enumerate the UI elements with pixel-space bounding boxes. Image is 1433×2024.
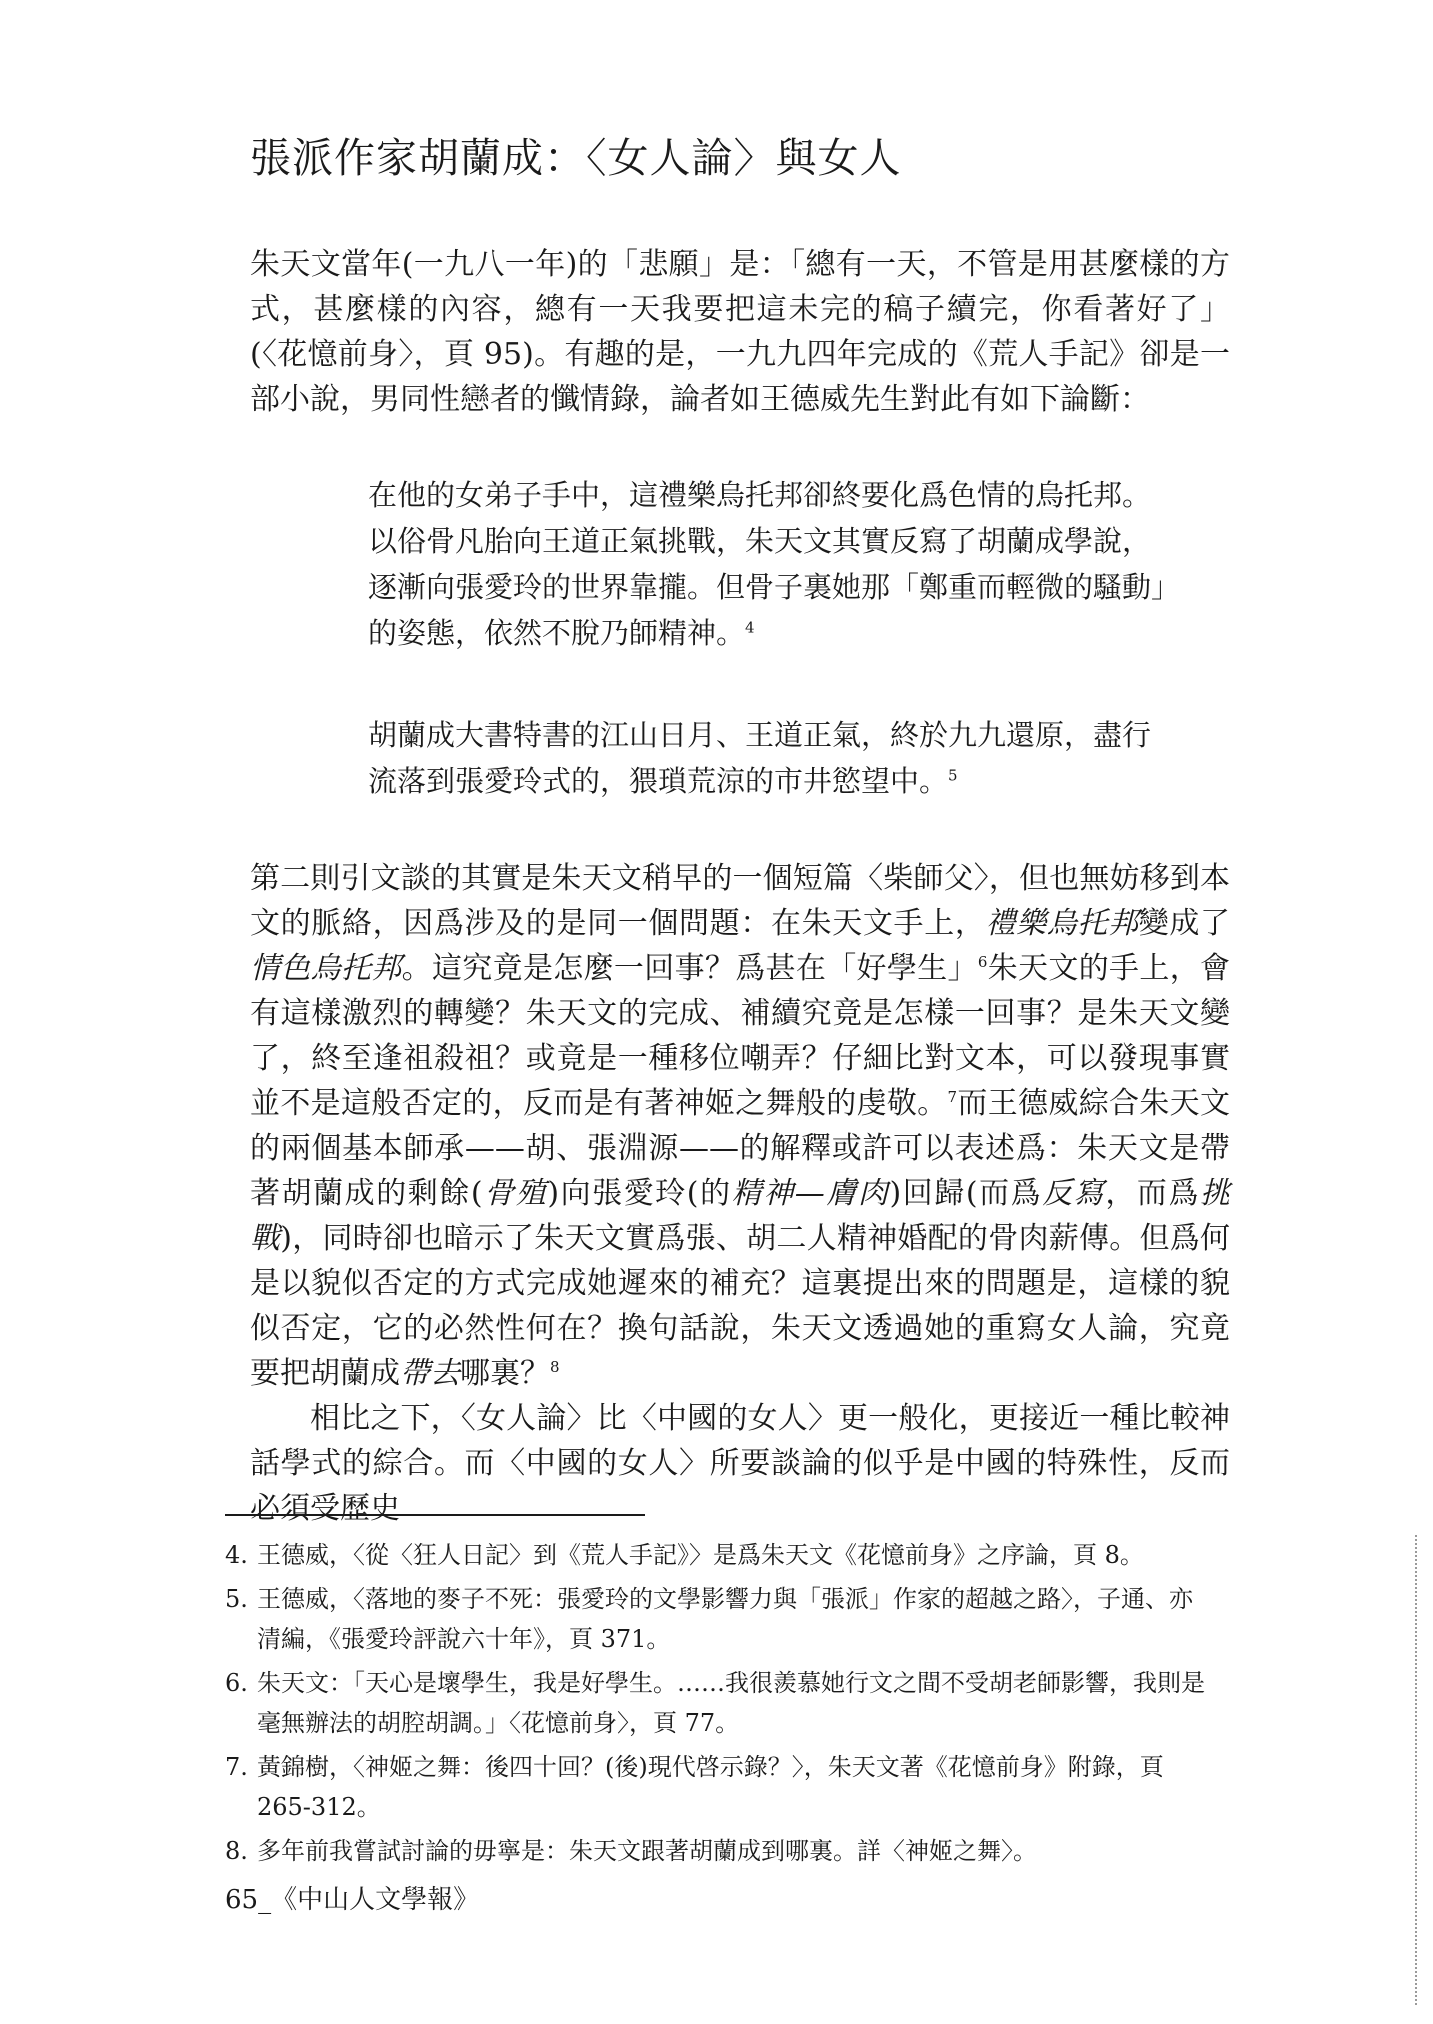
p2-emphasis: 骨殖 — [482, 1176, 548, 1211]
p2-text: )，同時卻也暗示了朱天文實爲張、胡二人精神婚配的骨肉薪傳。但爲何是以貌似否定的方式完成她遲來的補充？這裏提出來的問題是，這樣的貌似否定，它的必然性何在？換句話說，朱天文透過她的重寫女人論，究竟要把胡蘭成 — [250, 1221, 1231, 1391]
footnote-text: 多年前我嘗試討論的毋寧是：朱天文跟著胡蘭成到哪裏。詳〈神姬之舞〉。 — [257, 1837, 1037, 1865]
p2-text: 。這究竟是怎麼一回事？爲甚在「好學生」 — [401, 951, 978, 986]
footnote-text: 黃錦樹，〈神姬之舞：後四十回？(後)現代啓示錄？〉，朱天文著《花憶前身》附錄，頁 265-312。 — [257, 1753, 1164, 1821]
paragraph-3: 相比之下，〈女人論〉比〈中國的女人〉更一般化，更接近一種比較神話學式的綜合。而〈中國的女人〉所要談論的似乎是中國的特殊性，反而必須受歷史 — [250, 1401, 1230, 1526]
p2-text: 第二則引文談的其實是朱天文稍早的一個短篇〈柴師父〉，但也無妨移到本文的脈絡，因爲涉及的是同一個問題：在朱天文手上， — [250, 861, 1230, 941]
footnote-ref-5: 5 — [948, 766, 958, 785]
p2-emphasis: 挑戰 — [250, 1176, 1231, 1256]
quote1-line: 以俗骨凡胎向王道正氣挑戰，朱天文其實反寫了胡蘭成學說， — [368, 524, 1152, 558]
block-quote-1 — [368, 472, 1181, 656]
p2-text: )回歸(而爲 — [889, 1176, 1043, 1211]
p2-emphasis: 情色烏托邦 — [250, 951, 402, 986]
p2-text: 而王德威綜合朱天文的兩個基本師承——胡、張淵源——的解釋或許可以表述爲：朱天文是帶著胡蘭成的剩餘( — [250, 1086, 1231, 1211]
intro-paragraph: 朱天文當年(一九八一年)的「悲願」是：「總有一天，不管是用甚麼樣的方式，甚麼樣的內容，總有一天我要把這未完的稿子續完，你看著好了」(〈花憶前身〉，頁 95)。有趣的是，一九九四年完成的《荒人手記》卻是一部小說，男同性戀者的懺情錄，論者如王德威先生對此有如下論斷： — [250, 247, 1230, 417]
page-footer: 65_《中山人文學報》 — [225, 1885, 480, 1915]
footnote-6 — [225, 1663, 1215, 1743]
footnote-5 — [225, 1579, 1215, 1659]
p2-text: 哪裏？ — [460, 1356, 550, 1391]
quote2-line: 胡蘭成大書特書的江山日月、王道正氣，終於九九還原，盡行 — [368, 718, 1152, 752]
quote2-last-line: 流落到張愛玲式的，猥瑣荒涼的市井慾望中。 — [368, 764, 949, 798]
intro-block — [250, 242, 1230, 422]
quote1-line — [368, 610, 1168, 656]
p2-emphasis: 禮樂烏托邦 — [985, 906, 1139, 941]
p2-emphasis: 反寫 — [1042, 1176, 1106, 1211]
p2-text: 變成了 — [1138, 906, 1231, 941]
footnote-ref-8: 8 — [550, 1358, 560, 1376]
block-quote-2 — [368, 712, 1168, 804]
scan-edge-mark — [1413, 1535, 1417, 2005]
footnote-separator — [225, 1514, 645, 1516]
p2-text: ，而爲 — [1105, 1176, 1201, 1211]
footnote-ref-7: 7 — [947, 1088, 958, 1106]
p2-text: 朱天文的手上，會有這樣激烈的轉變？朱天文的完成、補續究竟是怎樣一回事？是朱天文變了，終至逢祖殺祖？或竟是一種移位嘲弄？仔細比對文本，可以發現事實並不是這般否定的，反而是有著神姬之舞般的虔敬。 — [250, 951, 1231, 1121]
footnote-8 — [225, 1831, 1215, 1871]
footnote-7 — [225, 1747, 1215, 1827]
main-paragraphs — [250, 856, 1230, 1531]
footnote-ref-6: 6 — [977, 953, 988, 971]
quote2-line — [368, 758, 1168, 804]
p2-text: )向張愛玲(的 — [547, 1176, 732, 1211]
footnote-number: 6. — [225, 1669, 248, 1697]
footnote-number: 8. — [225, 1837, 248, 1865]
footnote-number: 4. — [225, 1541, 248, 1569]
p2-emphasis: 精神—膚肉 — [731, 1176, 890, 1211]
quote1-line: 逐漸向張愛玲的世界靠攏。但骨子裏她那「鄭重而輕微的騷動」 — [368, 570, 1181, 604]
footnote-number: 7. — [225, 1753, 248, 1781]
footnote-text: 朱天文：「天心是壞學生，我是好學生。……我很羨慕她行文之間不受胡老師影響，我則是毫無辦法的胡腔胡調。」〈花憶前身〉，頁 77。 — [257, 1669, 1205, 1737]
p2-emphasis: 帶去 — [400, 1356, 460, 1391]
footnote-4 — [225, 1535, 1215, 1575]
footnotes — [225, 1535, 1215, 1875]
footnote-text: 王德威，〈落地的麥子不死：張愛玲的文學影響力與「張派」作家的超越之路〉，子通、亦清編，《張愛玲評說六十年》，頁 371。 — [257, 1585, 1193, 1653]
footnote-number: 5. — [225, 1585, 248, 1613]
quote1-line: 在他的女弟子手中，這禮樂烏托邦卻終要化爲色情的烏托邦。 — [368, 478, 1152, 512]
paragraph-2 — [250, 856, 1230, 1396]
quote1-last-line: 的姿態，依然不脫乃師精神。 — [368, 616, 746, 650]
article-title: 張派作家胡蘭成：〈女人論〉與女人 — [250, 134, 902, 182]
footnote-text: 王德威，〈從〈狂人日記〉到《荒人手記》〉是爲朱天文《花憶前身》之序論，頁 8。 — [257, 1541, 1144, 1569]
footnote-ref-4: 4 — [745, 618, 755, 637]
